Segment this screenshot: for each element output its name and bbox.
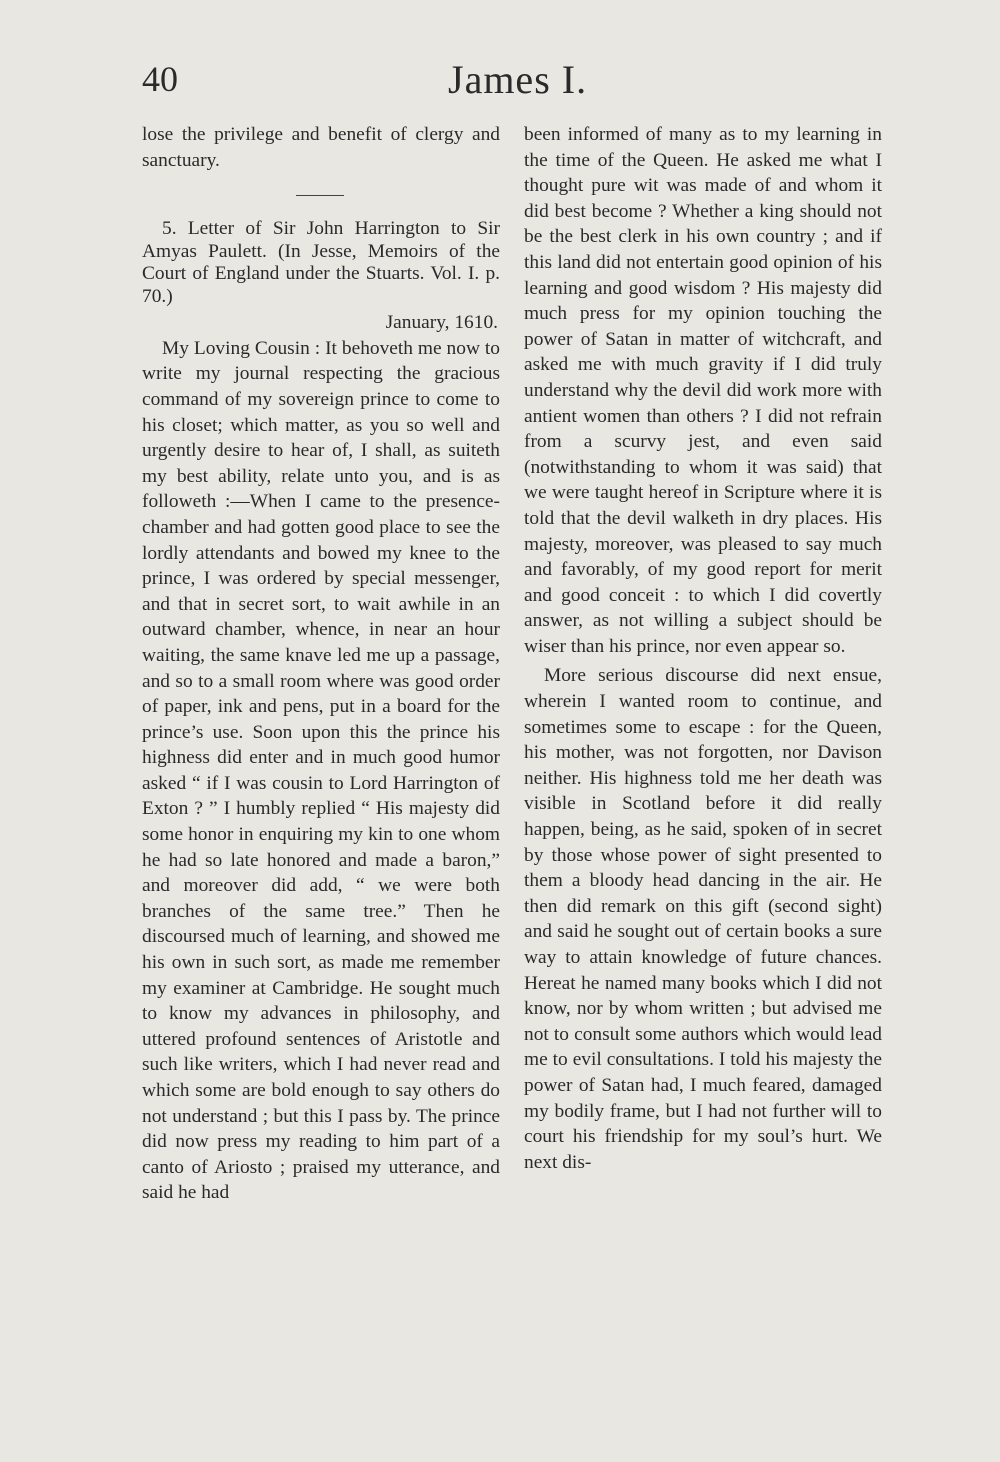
page-header	[0, 58, 1000, 108]
intro-text: lose the privilege and benefit of clergy and sanctuary.	[142, 124, 500, 171]
right-column	[524, 122, 882, 1175]
left-column	[142, 122, 500, 1206]
running-title: James I.	[448, 57, 588, 102]
continued-paragraph: been informed of many as to my learning in the time of the Queen. He asked me what I thought pure wit was made of and whom it did best become ? Whether a king should not be the best clerk in his own country ; and if this land did not entertain good opinion of his learning and good wisdom ? His majesty did much press for my opinion touching the power of Satan in matter of witchcraft, and asked me with much gravity if I did truly understand why the devil did work more with antient women than others ? I did not refrain from a scurvy jest, and even said (notwithstanding to whom it was said) that we were taught hereof in Scripture where it is told that the devil walketh in dry places. His majesty, moreover, was pleased to say much and favorably, of my good report for merit and good conceit : to which I did covertly answer, as not willing a subject should be wiser than his prince, nor even appear so.	[524, 124, 882, 657]
page-number: 40	[142, 59, 178, 99]
body-paragraph: More serious discourse did next ensue, wherein I wanted room to continue, and sometimes some to escape : for the Queen, his mother, was not forgotten, nor Davison neither. His highness told me her death was visible in Scotland before it did really happen, being, as he said, spoken of in secret by those whose power of sight presented to them a bloody head dancing in the air. He then did remark on this gift (second sight) and said he sought out of certain books a sure way to attain knowledge of future chances. Hereat he named many books which I did not know, nor by whom written ; but advised me not to consult some authors which would lead me to evil consultations. I told his majesty the power of Satan had, I much feared, damaged my bodily frame, but I had not further will to court his friendship for my soul’s hurt. We next dis-	[524, 665, 882, 1173]
letter-heading: 5. Letter of Sir John Harrington to Sir Amyas Paulett. (In Jesse, Memoirs of the Court of England under the Stuarts. Vol. I. p. 70.)	[142, 218, 500, 307]
letter-body-paragraph: My Loving Cousin : It behoveth me now to write my journal respecting the gracious command of my sovereign prince to come to his closet; which matter, as you so well and urgently desire to hear of, I shall, as suiteth my best ability, relate unto you, and is as followeth :—When I came to the presence-chamber and had gotten good place to see the lordly attendants and bowed my knee to the prince, I was ordered by special messenger, and that in secret sort, to wait awhile in an outward chamber, whence, in near an hour waiting, the same knave led me up a passage, and so to a small room where was good order of paper, ink and pens, put in a board for the prince’s use. Soon upon this the prince his highness did enter and in much good humor asked “ if I was cousin to Lord Harrington of Exton ? ” I humbly replied “ His majesty did some honor in enquiring my kin to one whom he had so late honored and made a baron,” and moreover did add, “ we were both branches of the same tree.” Then he discoursed much of learning, and showed me his own in such sort, as made me remember my examiner at Cambridge. He sought much to know my advances in philosophy, and uttered profound sentences of Aristotle and such like writers, which I had never read and which some are bold enough to say others do not understand ; but this I pass by. The prince did now press my reading to him part of a canto of Ariosto ; praised my utterance, and said he had	[142, 337, 500, 1204]
section-divider	[296, 195, 344, 196]
letter-date: January, 1610.	[385, 312, 498, 334]
